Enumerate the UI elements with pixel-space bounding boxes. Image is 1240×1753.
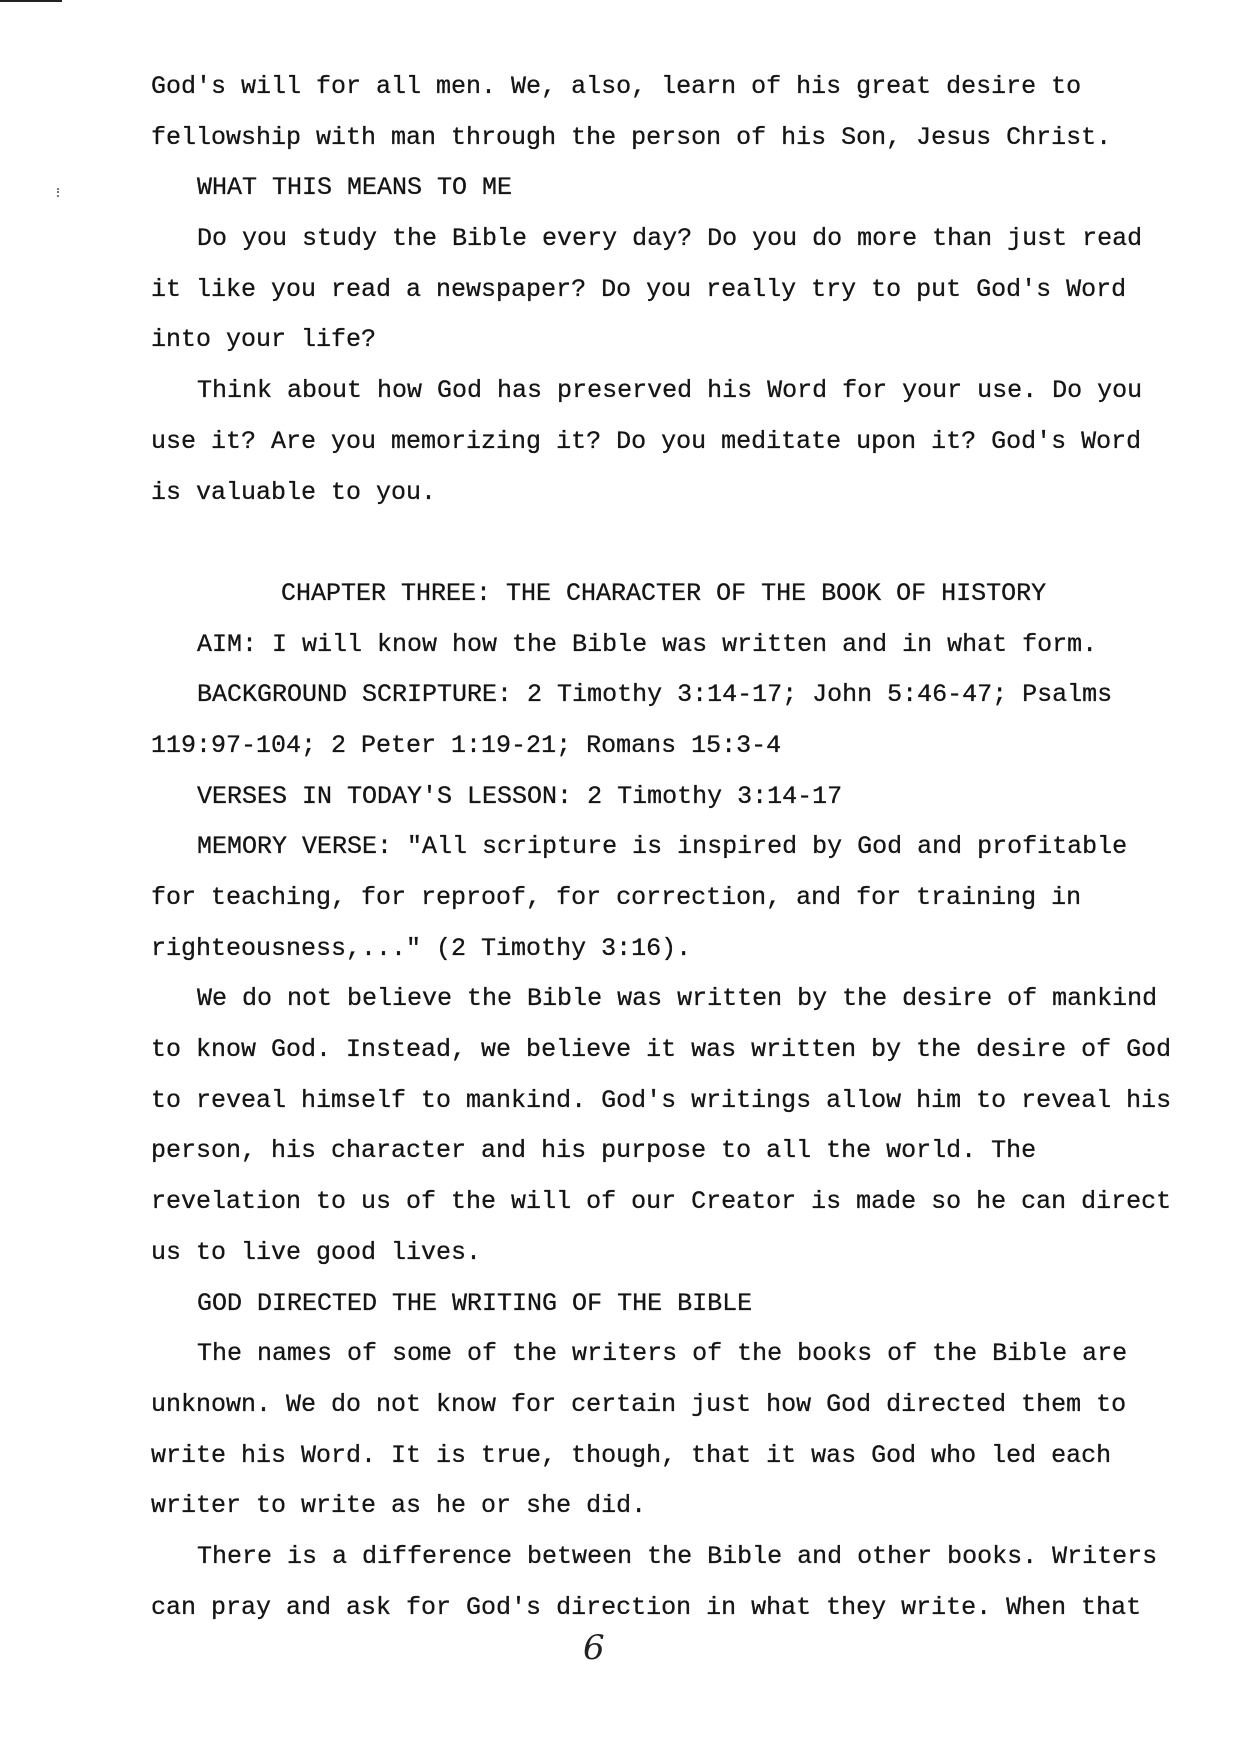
body-line: God's will for all men. We, also, learn of his great desire to (151, 72, 1082, 101)
body-line: writer to write as he or she did. (151, 1491, 647, 1521)
aim-line: AIM: I will know how the Bible was written and in what form. (197, 629, 1098, 659)
body-line: use it? Are you memorizing it? Do you meditate upon it? God's Word (151, 426, 1142, 456)
body-line: The names of some of the writers of the books of the Bible are (197, 1339, 1128, 1369)
body-line: for teaching, for reproof, for correction, and for training in (151, 883, 1082, 912)
body-line: into your life? (151, 325, 377, 355)
body-line: us to live good lives. (151, 1237, 482, 1267)
body-line: Think about how God has preserved his Word for your use. Do you (197, 376, 1143, 406)
scan-corner-mark (0, 0, 62, 2)
body-line: 119:97-104; 2 Peter 1:19-21; Romans 15:3-4 (151, 730, 782, 760)
memory-verse-line: MEMORY VERSE: "All scripture is inspired by God and profitable (197, 832, 1128, 862)
section-heading: GOD DIRECTED THE WRITING OF THE BIBLE (197, 1288, 753, 1318)
section-heading: WHAT THIS MEANS TO ME (197, 173, 513, 203)
document-page (0, 62, 1240, 1633)
body-line: Do you study the Bible every day? Do you do more than just read (197, 224, 1143, 254)
chapter-title: CHAPTER THREE: THE CHARACTER OF THE BOOK OF HISTORY (281, 578, 1047, 608)
body-line: to reveal himself to mankind. God's writings allow him to reveal his (151, 1085, 1172, 1115)
background-scripture-line: BACKGROUND SCRIPTURE: 2 Timothy 3:14-17; John 5:46-47; Psalms (197, 680, 1113, 710)
body-line: There is a difference between the Bible and other books. Writers (197, 1541, 1158, 1571)
body-line: write his Word. It is true, though, that it was God who led each (151, 1440, 1112, 1470)
body-line: We do not believe the Bible was written by the desire of mankind (197, 984, 1158, 1014)
body-line: is valuable to you. (151, 477, 437, 507)
body-line: it like you read a newspaper? Do you really try to put God's Word (151, 274, 1127, 304)
body-line: to know God. Instead, we believe it was written by the desire of God (151, 1035, 1172, 1065)
verses-line: VERSES IN TODAY'S LESSON: 2 Timothy 3:14-17 (197, 781, 843, 811)
body-line: revelation to us of the will of our Creator is made so he can direct (151, 1187, 1172, 1217)
body-line: fellowship with man through the person of his Son, Jesus Christ. (151, 122, 1112, 152)
body-line: righteousness,..." (2 Timothy 3:16). (151, 933, 692, 963)
body-line: can pray and ask for God's direction in what they write. When that (151, 1592, 1142, 1622)
blank-line (0, 518, 1240, 569)
page-number: 6 (583, 1628, 605, 1668)
body-line: person, his character and his purpose to all the world. The (151, 1136, 1037, 1166)
body-line: unknown. We do not know for certain just how God directed them to (151, 1389, 1127, 1419)
